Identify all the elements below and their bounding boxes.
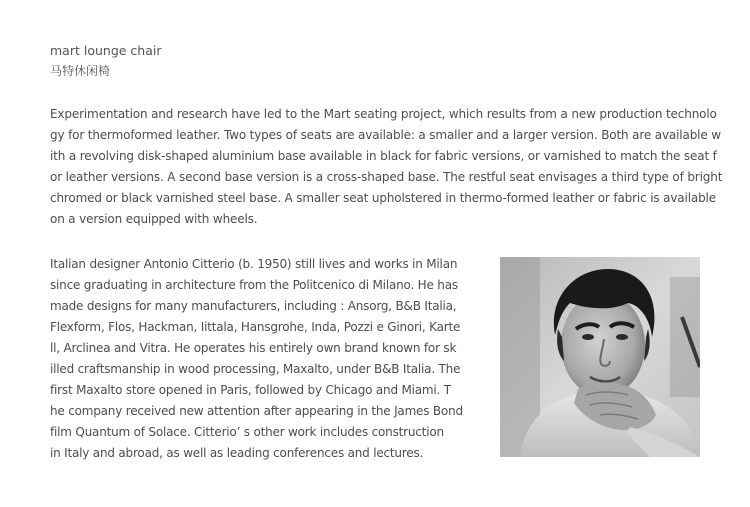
bio-line: since graduating in architecture from the Politcenico di Milano. He has	[50, 278, 458, 292]
portrait-illustration	[500, 257, 700, 457]
bio-line: in Italy and abroad, as well as leading conferences and lectures.	[50, 446, 424, 460]
designer-portrait-photo	[500, 257, 700, 457]
title-english: mart lounge chair	[50, 43, 162, 58]
bio-line: illed craftsmanship in wood processing, Maxalto, under B&B Italia. The	[50, 362, 461, 376]
bio-line: ll, Arclinea and Vitra. He operates his entirely own brand known for sk	[50, 341, 457, 355]
article	[50, 42, 723, 464]
designer-bio	[50, 254, 463, 464]
bio-line: he company received new attention after appearing in the James Bond	[50, 404, 463, 418]
intro-line: ith a revolving disk-shaped aluminium base available in black for fabric versions, or varnished to match the seat f	[50, 149, 717, 163]
bio-line: Italian designer Antonio Citterio (b. 1950) still lives and works in Milan	[50, 257, 458, 271]
intro-line: gy for thermoformed leather. Two types of seats are available: a smaller and a larger version. Both are available w	[50, 128, 721, 142]
designer-section	[50, 254, 702, 464]
title-chinese: 马特休闲椅	[50, 64, 111, 78]
bio-line: made designs for many manufacturers, including : Ansorg, B&B Italia,	[50, 299, 457, 313]
intro-line: on a version equipped with wheels.	[50, 212, 258, 226]
intro-paragraph	[50, 104, 723, 230]
intro-line: chromed or black varnished steel base. A smaller seat upholstered in thermo-formed leather or fabric is available	[50, 191, 716, 205]
intro-line: or leather versions. A second base version is a cross-shaped base. The restful seat envisages a third type of bright	[50, 170, 723, 184]
bio-line: first Maxalto store opened in Paris, followed by Chicago and Miami. T	[50, 383, 451, 397]
intro-line: Experimentation and research have led to the Mart seating project, which results from a new production technolo	[50, 107, 717, 121]
bio-line: film Quantum of Solace. Citterio’ s other work includes construction	[50, 425, 444, 439]
bio-line: Flexform, Flos, Hackman, Iittala, Hansgrohe, Inda, Pozzi e Ginori, Karte	[50, 320, 461, 334]
